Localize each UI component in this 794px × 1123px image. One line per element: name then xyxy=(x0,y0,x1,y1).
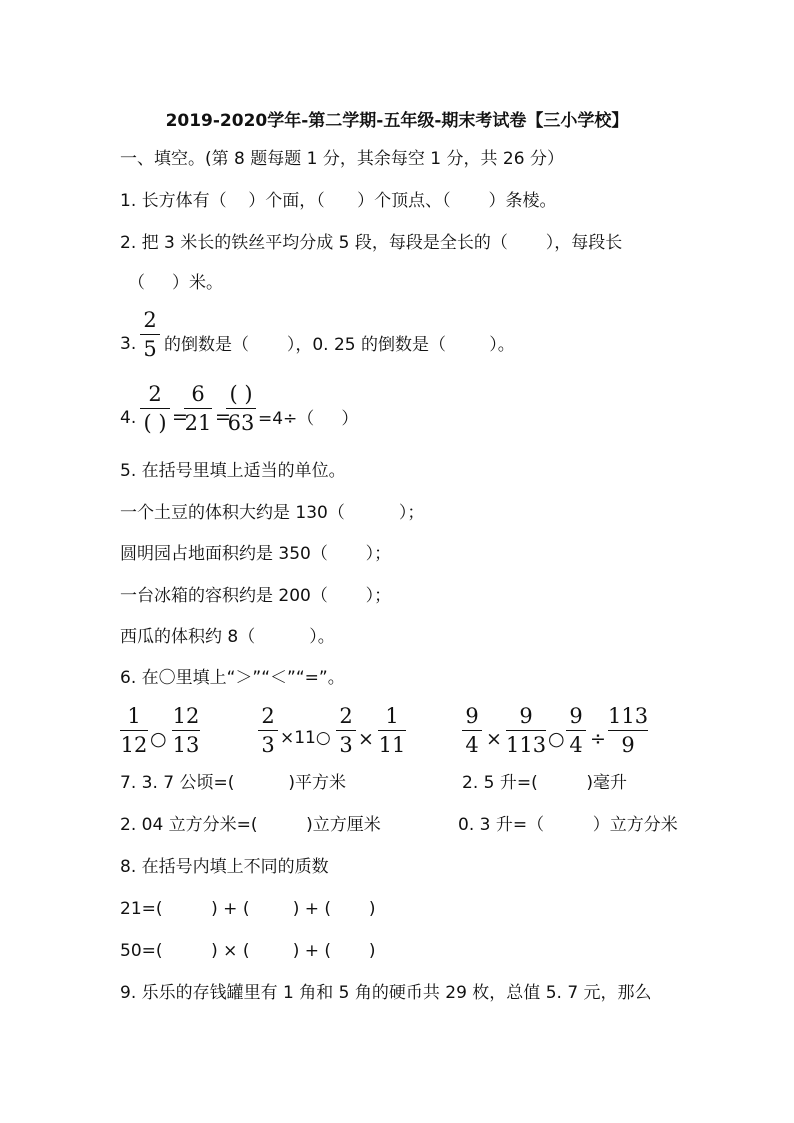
equals-sign: = xyxy=(172,406,188,428)
question-7-left-2: 2. 04 立方分米=( )立方厘米 xyxy=(120,815,381,835)
question-2-line-2: （ ）米。 xyxy=(128,273,224,293)
fraction-denominator: 4 xyxy=(465,733,479,757)
fraction-denominator: 11 xyxy=(378,733,406,757)
fraction-bar xyxy=(120,730,148,731)
question-1: 1. 长方体有（ ）个面，（ ）个顶点、（ ）条棱。 xyxy=(120,191,557,211)
fraction-bar xyxy=(140,334,160,335)
fraction-113-9 xyxy=(608,704,648,757)
question-5-item: 西瓜的体积约 8（ ）。 xyxy=(120,627,335,647)
fraction-9-4 xyxy=(462,704,482,757)
fraction-12-13 xyxy=(172,704,200,757)
fraction-bar xyxy=(462,730,482,731)
question-5-heading: 5. 在括号里填上适当的单位。 xyxy=(120,461,346,481)
fraction-denominator: 21 xyxy=(184,411,212,435)
question-2-line-1: 2. 把 3 米长的铁丝平均分成 5 段，每段是全长的（ ），每段长 xyxy=(120,233,623,253)
fraction-1-11 xyxy=(378,704,406,757)
question-8-line-2: 50=( ) × ( ) + ( ) xyxy=(120,941,376,961)
fraction-denominator: 4 xyxy=(569,733,583,757)
fraction-bar xyxy=(172,730,200,731)
fraction-denominator: 63 xyxy=(227,411,255,435)
fraction-bar xyxy=(566,730,586,731)
fraction-numerator: 2 xyxy=(339,704,353,728)
fraction-bar xyxy=(336,730,356,731)
fraction-numerator: 12 xyxy=(172,704,200,728)
fraction-denominator: 13 xyxy=(172,733,200,757)
compare-circle: ○ xyxy=(548,728,565,750)
fraction-numerator: 113 xyxy=(608,704,649,728)
fraction-denominator: 3 xyxy=(339,733,353,757)
fraction-bar xyxy=(506,730,546,731)
fraction-bar xyxy=(258,730,278,731)
fraction-bar xyxy=(608,730,648,731)
fraction-bar xyxy=(140,408,170,409)
question-5-item: 一台冰箱的容积约是 200（ ）； xyxy=(120,586,392,606)
question-4-number: 4. xyxy=(120,408,137,428)
question-5-item: 圆明园占地面积约是 350（ ）； xyxy=(120,544,392,564)
fraction-denominator: ( ) xyxy=(143,411,167,435)
fraction-bar xyxy=(378,730,406,731)
fraction-numerator: 2 xyxy=(261,704,275,728)
question-3-text: 的倒数是（ ），0. 25 的倒数是（ ）。 xyxy=(164,335,515,355)
fraction-numerator: 1 xyxy=(385,704,399,728)
question-9: 9. 乐乐的存钱罐里有 1 角和 5 角的硬币共 29 枚，总值 5. 7 元，那么 xyxy=(120,983,652,1003)
question-7-right-2: 0. 3 升=（ ）立方分米 xyxy=(458,815,678,835)
divide-sign: ÷ xyxy=(590,728,606,750)
question-8-line-1: 21=( ) + ( ) + ( ) xyxy=(120,899,376,919)
fraction-9-4 xyxy=(566,704,586,757)
fraction-numerator: 6 xyxy=(191,382,205,406)
fraction-2-3 xyxy=(258,704,278,757)
fraction-bar xyxy=(184,408,212,409)
times-sign: × xyxy=(486,728,502,750)
fraction-2-blank xyxy=(140,382,170,435)
question-7-right-1: 2. 5 升=( )毫升 xyxy=(462,773,627,793)
fraction-numerator: 9 xyxy=(569,704,583,728)
fraction-numerator: 9 xyxy=(465,704,479,728)
fraction-denominator: 12 xyxy=(120,733,148,757)
times-eleven-circle: ×11○ xyxy=(280,728,331,748)
fraction-blank-63 xyxy=(226,382,256,435)
fraction-numerator: 9 xyxy=(519,704,533,728)
fraction-denominator: 113 xyxy=(506,733,547,757)
fraction-numerator: ( ) xyxy=(229,382,253,406)
equals-sign: = xyxy=(215,406,231,428)
fraction-bar xyxy=(226,408,256,409)
fraction-6-21 xyxy=(184,382,212,435)
fraction-denominator: 5 xyxy=(143,337,157,361)
compare-circle: ○ xyxy=(150,728,167,750)
fraction-numerator: 2 xyxy=(148,382,162,406)
section-heading-fill-blank: 一、填空。(第 8 题每题 1 分，其余每空 1 分，共 26 分） xyxy=(120,149,564,169)
times-sign: × xyxy=(358,728,374,750)
question-7-left-1: 7. 3. 7 公顷=( )平方米 xyxy=(120,773,347,793)
fraction-denominator: 9 xyxy=(621,733,635,757)
fraction-denominator: 3 xyxy=(261,733,275,757)
question-8-heading: 8. 在括号内填上不同的质数 xyxy=(120,857,329,877)
fraction-numerator: 2 xyxy=(143,308,157,332)
exam-title: 2019-2020学年-第二学期-五年级-期末考试卷【三小学校】 xyxy=(165,111,629,131)
question-3-number: 3. xyxy=(120,334,137,354)
fraction-9-113 xyxy=(506,704,546,757)
fraction-2-3 xyxy=(336,704,356,757)
question-6-heading: 6. 在〇里填上“＞”“＜”“=”。 xyxy=(120,668,345,688)
question-4-tail: =4÷（ ） xyxy=(258,409,359,429)
fraction-numerator: 1 xyxy=(127,704,141,728)
fraction-1-12 xyxy=(120,704,148,757)
fraction-2-5 xyxy=(140,308,160,361)
question-5-item: 一个土豆的体积大约是 130（ ）； xyxy=(120,503,425,523)
